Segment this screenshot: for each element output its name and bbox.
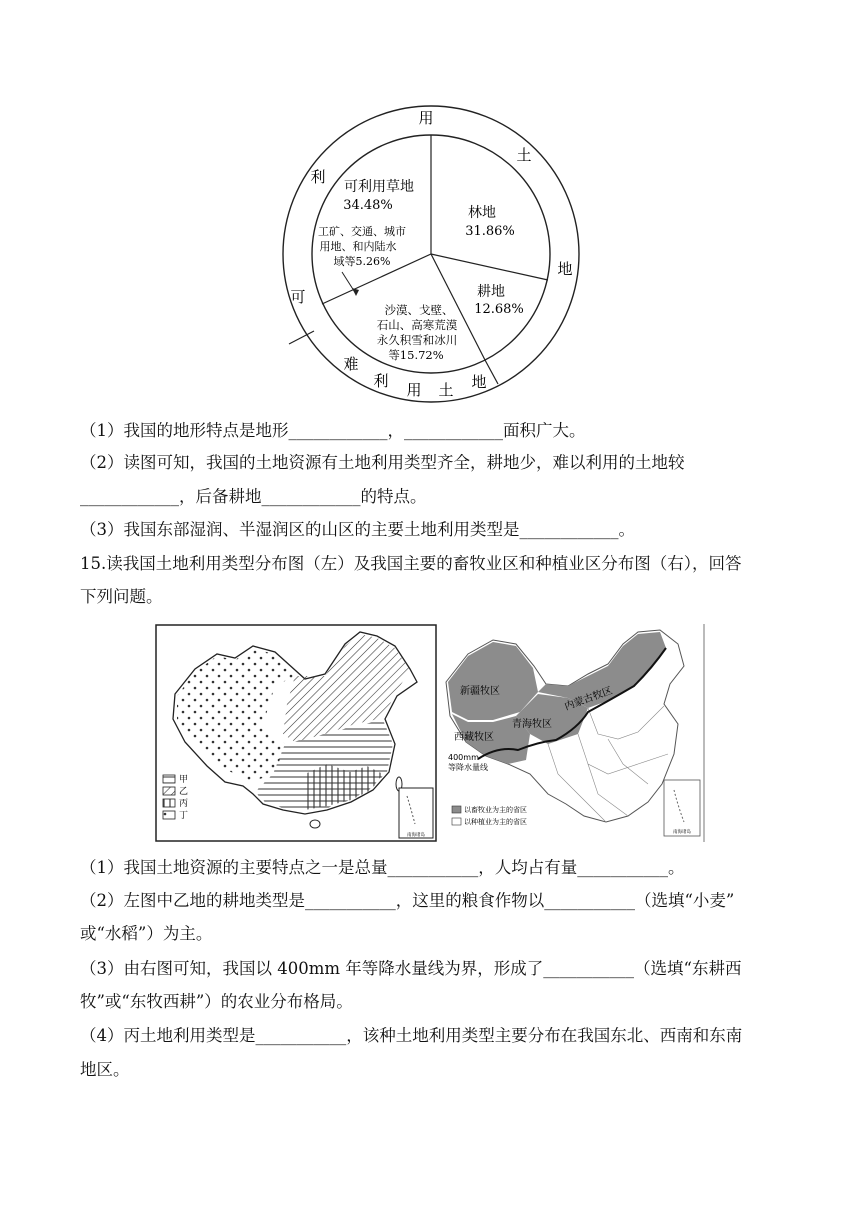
legend-label-ding: 丁 xyxy=(179,811,189,821)
q15-part3-cont: 牧”或“东牧西耕”）的农业分布格局。 xyxy=(80,992,353,1011)
slice-label-desert: 沙漠、戈壁、 xyxy=(384,303,454,317)
q14-part2-cont: ____________，后备耕地____________的特点。 xyxy=(80,487,427,506)
slice-label-industrial: 域等5.26% xyxy=(333,255,391,268)
ring-char: 可 xyxy=(290,288,306,306)
slice-label-forest: 林地 xyxy=(468,205,496,221)
q15-part3: （3）由右图可知，我国以 400mm 年等降水量线为界，形成了___________（选填“东耕西 xyxy=(80,959,742,978)
ring-divider xyxy=(289,331,314,344)
q14-part2: （2）读图可知，我国的土地资源有土地利用类型齐全，耕地少，难以利用的土地较 xyxy=(80,453,685,472)
slice-label-desert: 永久积雪和冰川 xyxy=(376,333,458,347)
q15-part1: （1）我国土地资源的主要特点之一是总量___________，人均占有量___________。 xyxy=(80,858,685,877)
pointer-arrow-head xyxy=(352,288,359,296)
slice-value-desert: 等15.72% xyxy=(388,348,444,362)
q14-part1: （1）我国的地形特点是地形____________，____________面积广大。 xyxy=(80,421,586,440)
region-label-neimenggu: 内蒙古牧区 xyxy=(563,685,615,713)
q15-stem-cont: 下列问题。 xyxy=(80,587,163,606)
legend xyxy=(452,805,527,826)
inset-label: 南海诸岛 xyxy=(407,833,425,838)
slice-divider xyxy=(431,254,548,280)
land-use-pie-chart xyxy=(276,104,586,404)
q14-part3: （3）我国东部湿润、半湿润区的山区的主要土地利用类型是____________。 xyxy=(80,520,635,539)
south-china-sea-inset xyxy=(399,788,433,838)
agriculture-region-map xyxy=(438,624,706,842)
ring-char: 难 xyxy=(343,355,359,373)
slice-label-grassland: 可利用草地 xyxy=(344,179,414,195)
inset-label: 南海诸岛 xyxy=(673,830,691,835)
isohyet-label-text: 等降水量线 xyxy=(448,763,488,772)
region-label-qinghai: 青海牧区 xyxy=(512,719,552,730)
legend-label-jia: 甲 xyxy=(179,775,189,785)
q15-part4-cont: 地区。 xyxy=(80,1060,130,1079)
legend-label-farming: 以种植业为主的省区 xyxy=(464,818,527,826)
region-label-tibet: 西藏牧区 xyxy=(454,732,494,743)
ring-char: 土 xyxy=(438,381,454,399)
land-use-distribution-map xyxy=(155,624,437,842)
slice-label-industrial: 工矿、交通、城市 xyxy=(318,225,406,238)
slice-label-industrial: 用地、和内陆水 xyxy=(319,240,397,253)
ring-char: 地 xyxy=(471,373,487,391)
ring-char: 利 xyxy=(373,372,389,390)
slice-value-forest: 31.86% xyxy=(465,224,515,239)
q15-part2-cont: 或“水稻”）为主。 xyxy=(80,924,213,943)
slice-value-grassland: 34.48% xyxy=(343,198,393,213)
legend-label-bing: 丙 xyxy=(179,799,189,809)
south-china-sea-inset xyxy=(664,780,700,836)
ring-char: 用 xyxy=(406,381,422,399)
q15-part4: （4）丙土地利用类型是___________，该种土地利用类型主要分布在我国东北、西南和东南 xyxy=(80,1026,743,1045)
q15-part2: （2）左图中乙地的耕地类型是___________，这里的粮食作物以___________（选填“小麦” xyxy=(80,891,735,910)
ring-char: 用 xyxy=(418,109,434,127)
isohyet-label-value: 400mm xyxy=(448,753,479,762)
region-label-xinjiang: 新疆牧区 xyxy=(460,686,500,697)
ring-char: 地 xyxy=(557,260,573,278)
slice-label-cropland: 耕地 xyxy=(477,284,505,300)
q15-stem: 15.读我国土地利用类型分布图（左）及我国主要的畜牧业区和种植业区分布图（右），回答 xyxy=(80,554,742,573)
ring-char: 土 xyxy=(516,146,532,164)
ring-divider xyxy=(485,360,498,384)
legend-label-yi: 乙 xyxy=(179,787,189,797)
legend-label-pastoral: 以畜牧业为主的省区 xyxy=(464,806,527,814)
ring-char: 利 xyxy=(310,168,326,186)
hainan xyxy=(310,820,320,828)
slice-label-desert: 石山、高寒荒漠 xyxy=(376,318,458,332)
slice-value-cropland: 12.68% xyxy=(474,302,524,317)
